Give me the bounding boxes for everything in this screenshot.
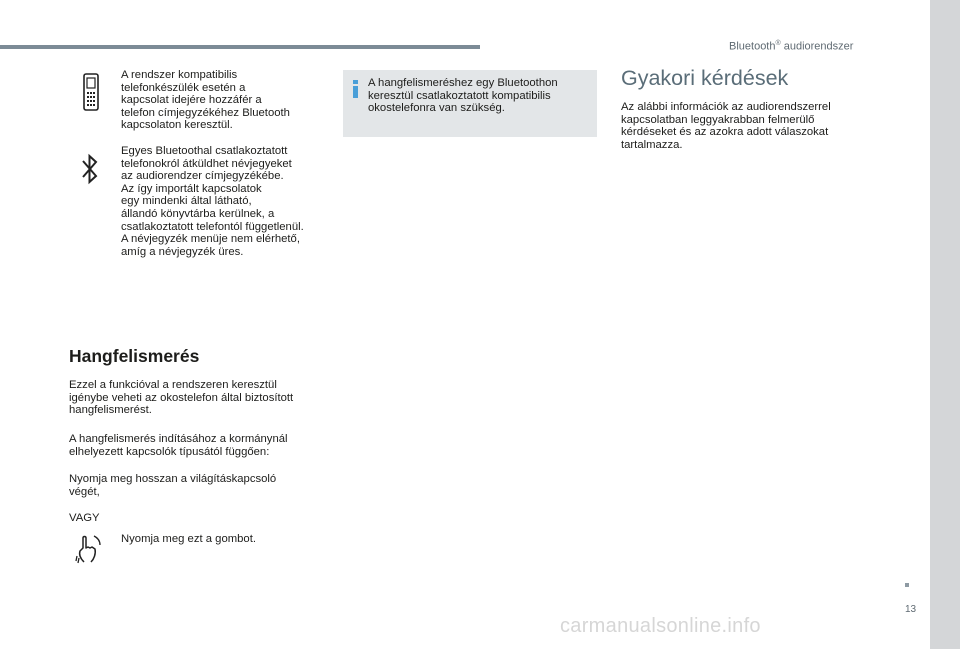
section-title-voice-recognition: Hangfelismerés xyxy=(69,346,200,366)
text-line: elhelyezett kapcsolók típusától függően: xyxy=(69,445,270,458)
header-rule xyxy=(0,45,480,49)
faq-title: Gyakori kérdések xyxy=(621,66,789,90)
text-line: kapcsolaton keresztül. xyxy=(121,119,233,132)
text-line: csatlakoztatott telefontól függetlenül. xyxy=(121,220,304,233)
text-line: amíg a névjegyzék üres. xyxy=(121,245,244,258)
press-button-text: Nyomja meg ezt a gombot. xyxy=(121,533,256,545)
text-line: A hangfelismerés indításához a kormánynál xyxy=(69,433,288,445)
text-line: A névjegyzék menüje nem elérhető, xyxy=(121,233,300,246)
mobile-phone-icon xyxy=(80,72,102,117)
header-title-suffix: audiorendszer xyxy=(780,40,854,53)
light-stalk-paragraph xyxy=(69,473,329,498)
text-line: Nyomja meg hosszan a világításkapcsoló xyxy=(69,473,277,485)
text-line: Az alábbi információk az audiorendszerrel xyxy=(621,101,831,113)
text-line: keresztül csatlakoztatott kompatibilis xyxy=(368,89,551,102)
right-margin-band xyxy=(930,0,960,649)
text-line: igénybe veheti az okostelefon által biztosított xyxy=(69,391,294,404)
info-icon xyxy=(349,79,363,99)
voice-start-paragraph xyxy=(69,433,329,458)
text-line: az audiorendzer címjegyzékébe. xyxy=(121,170,284,183)
text-line: okostelefonra van szükség. xyxy=(368,102,505,115)
text-line: kapcsolat idejére hozzáfér a xyxy=(121,94,262,107)
page-marker xyxy=(905,583,909,587)
text-line: egy mindenki által látható, xyxy=(121,195,252,208)
text-line: állandó könyvtárba kerülnek, a xyxy=(121,207,275,220)
text-line: A rendszer kompatibilis xyxy=(121,69,238,81)
text-line: végét, xyxy=(69,485,100,498)
header-title-text: Bluetooth xyxy=(729,40,776,53)
text-line: kérdéseket és az azokra adott válaszokat xyxy=(621,126,829,139)
text-line: Az így importált kapcsolatok xyxy=(121,182,262,195)
text-line: kapcsolatban leggyakrabban felmerülő xyxy=(621,113,815,126)
text-line: telefonokról átküldhet névjegyeket xyxy=(121,157,292,170)
phonebook-access-text xyxy=(121,69,336,132)
bluetooth-icon xyxy=(80,152,100,191)
text-line: telefonkészülék esetén a xyxy=(121,81,246,94)
text-line: Egyes Bluetoothal csatlakoztatott xyxy=(121,145,288,157)
text-line: A hangfelismeréshez egy Bluetoothon xyxy=(368,77,558,89)
section-header xyxy=(729,40,853,53)
contact-import-text xyxy=(121,145,336,258)
or-label: VAGY xyxy=(69,512,100,524)
text-line: hangfelismerést. xyxy=(69,404,152,417)
page-number: 13 xyxy=(905,604,917,615)
tip-text xyxy=(368,77,590,115)
text-line: tartalmazza. xyxy=(621,138,683,151)
registered-mark: ® xyxy=(775,40,781,47)
text-line: Ezzel a funkcióval a rendszeren keresztül xyxy=(69,379,277,391)
text-line: telefon címjegyzékéhez Bluetooth xyxy=(121,106,290,119)
voice-hand-icon xyxy=(74,532,106,571)
voice-intro-paragraph xyxy=(69,379,329,417)
faq-intro-paragraph xyxy=(621,101,861,151)
watermark: carmanualsonline.info xyxy=(560,615,761,637)
